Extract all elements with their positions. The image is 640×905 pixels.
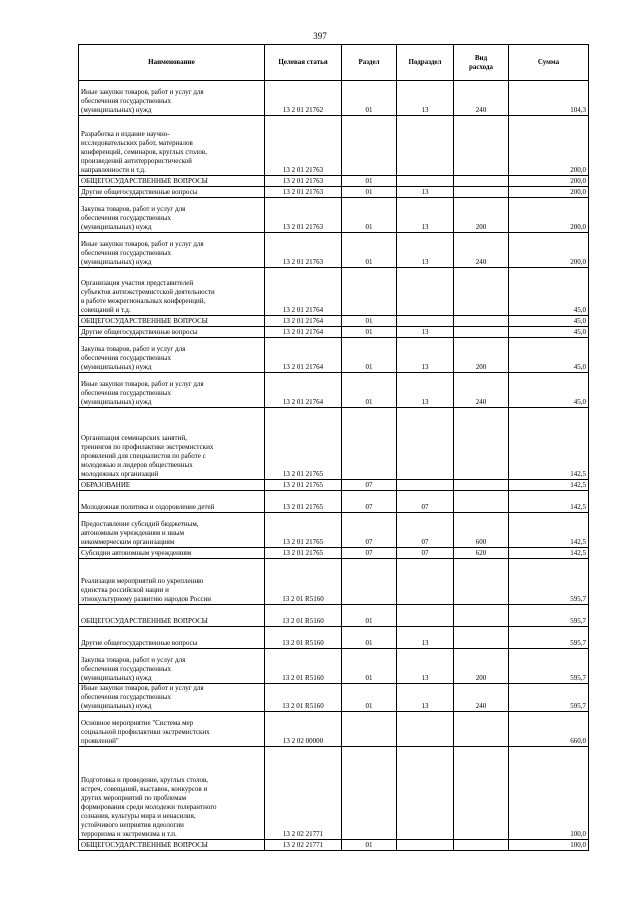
cell-subsection: 13 <box>397 684 454 712</box>
cell-subsection <box>397 116 454 176</box>
cell-subsection: 13 <box>397 627 454 649</box>
cell-sum: 142,5 <box>509 408 589 480</box>
cell-section: 01 <box>342 627 397 649</box>
cell-target: 13 2 01 21764 <box>265 338 342 373</box>
budget-table <box>78 44 589 851</box>
cell-subsection: 13 <box>397 327 454 338</box>
table-row <box>79 327 589 338</box>
cell-section: 01 <box>342 840 397 851</box>
header-section: Раздел <box>342 45 397 81</box>
table-row <box>79 81 589 116</box>
cell-subsection <box>397 268 454 316</box>
cell-expense <box>454 480 509 491</box>
cell-expense: 240 <box>454 684 509 712</box>
cell-sum: 200,0 <box>509 233 589 268</box>
cell-target: 13 2 01 21765 <box>265 491 342 513</box>
cell-expense: 200 <box>454 338 509 373</box>
cell-name: ОБРАЗОВАНИЕ <box>79 480 265 491</box>
cell-name: ОБЩЕГОСУДАРСТВЕННЫЕ ВОПРОСЫ <box>79 605 265 627</box>
cell-section <box>342 747 397 840</box>
cell-sum: 100,0 <box>509 747 589 840</box>
cell-expense <box>454 559 509 605</box>
cell-name: Предоставление субсидий бюджетным, автономным учреждениям и иным некоммерческим организациям <box>79 513 265 548</box>
cell-target: 13 2 01 21764 <box>265 327 342 338</box>
table-row <box>79 338 589 373</box>
cell-expense <box>454 327 509 338</box>
table-row <box>79 649 589 684</box>
table-row <box>79 198 589 233</box>
cell-name: Субсидии автономным учреждениям <box>79 548 265 559</box>
cell-name: Иные закупки товаров, работ и услуг для обеспечения государственных (муниципальных) нужд <box>79 373 265 408</box>
cell-expense <box>454 747 509 840</box>
cell-subsection <box>397 712 454 747</box>
cell-sum: 595,7 <box>509 559 589 605</box>
cell-target: 13 2 01 21764 <box>265 268 342 316</box>
cell-target: 13 2 01 21764 <box>265 373 342 408</box>
cell-sum: 142,5 <box>509 548 589 559</box>
cell-expense <box>454 605 509 627</box>
cell-subsection: 13 <box>397 187 454 198</box>
cell-sum: 595,7 <box>509 627 589 649</box>
table-row <box>79 684 589 712</box>
header-expense: Вид расхода <box>454 45 509 81</box>
cell-sum: 200,0 <box>509 116 589 176</box>
cell-section <box>342 268 397 316</box>
table-row <box>79 268 589 316</box>
cell-expense: 240 <box>454 373 509 408</box>
cell-expense <box>454 187 509 198</box>
cell-target: 13 2 01 21765 <box>265 548 342 559</box>
cell-name: Основное мероприятие "Система мер социальной профилактики экстремистских проявлений" <box>79 712 265 747</box>
table-row <box>79 840 589 851</box>
cell-section <box>342 408 397 480</box>
cell-section: 01 <box>342 316 397 327</box>
cell-sum: 660,0 <box>509 712 589 747</box>
cell-target: 13 2 01 21764 <box>265 316 342 327</box>
cell-expense <box>454 408 509 480</box>
cell-name: Молодежная политика и оздоровление детей <box>79 491 265 513</box>
cell-subsection <box>397 747 454 840</box>
cell-subsection <box>397 480 454 491</box>
cell-target: 13 2 01 R5160 <box>265 605 342 627</box>
cell-name: ОБЩЕГОСУДАРСТВЕННЫЕ ВОПРОСЫ <box>79 840 265 851</box>
cell-expense: 200 <box>454 649 509 684</box>
cell-sum: 142,5 <box>509 480 589 491</box>
cell-sum: 45,0 <box>509 373 589 408</box>
cell-subsection: 13 <box>397 373 454 408</box>
table-row <box>79 605 589 627</box>
cell-name: Другие общегосударственные вопросы <box>79 187 265 198</box>
cell-target: 13 2 01 R5160 <box>265 684 342 712</box>
cell-section: 01 <box>342 327 397 338</box>
cell-target: 13 2 01 21762 <box>265 81 342 116</box>
table-row <box>79 408 589 480</box>
cell-section: 07 <box>342 491 397 513</box>
cell-subsection: 13 <box>397 198 454 233</box>
cell-expense <box>454 316 509 327</box>
table-row <box>79 233 589 268</box>
cell-name: Организация семинарских занятий, тренингов по профилактике экстремистских проявлений для специалистов по работе с молодежью и лидеров общественных молодежных организаций <box>79 408 265 480</box>
cell-name: Подготовка и проведение, круглых столов, встреч, совещаний, выставок, конкурсов и других мероприятий по проблемам формирования среди молодежи толерантного сознания, культуры мира и ненасилия, устойчивого неприятия идеологии терроризма и экстремизма и т.п. <box>79 747 265 840</box>
cell-subsection: 07 <box>397 548 454 559</box>
cell-name: Другие общегосударственные вопросы <box>79 627 265 649</box>
header-sum: Сумма <box>509 45 589 81</box>
cell-sum: 45,0 <box>509 316 589 327</box>
cell-target: 13 2 02 00000 <box>265 712 342 747</box>
cell-subsection: 13 <box>397 81 454 116</box>
cell-expense: 240 <box>454 233 509 268</box>
cell-expense <box>454 712 509 747</box>
table-row <box>79 747 589 840</box>
cell-name: Иные закупки товаров, работ и услуг для обеспечения государственных (муниципальных) нужд <box>79 684 265 712</box>
table-row <box>79 187 589 198</box>
cell-subsection <box>397 176 454 187</box>
cell-section: 01 <box>342 198 397 233</box>
cell-target: 13 2 01 R5160 <box>265 559 342 605</box>
cell-subsection <box>397 840 454 851</box>
table-row <box>79 491 589 513</box>
cell-section: 01 <box>342 605 397 627</box>
cell-target: 13 2 01 R5160 <box>265 627 342 649</box>
cell-name: Разработка и издание научно- исследовательских работ, материалов конференций, семинаров, круглых столов, произведений антитеррористической направленности и т.д. <box>79 116 265 176</box>
cell-expense: 620 <box>454 548 509 559</box>
cell-expense: 240 <box>454 81 509 116</box>
cell-subsection: 07 <box>397 513 454 548</box>
cell-sum: 142,5 <box>509 513 589 548</box>
cell-name: Закупка товаров, работ и услуг для обеспечения государственных (муниципальных) нужд <box>79 649 265 684</box>
cell-expense <box>454 491 509 513</box>
cell-sum: 45,0 <box>509 268 589 316</box>
cell-name: Другие общегосударственные вопросы <box>79 327 265 338</box>
cell-section: 07 <box>342 480 397 491</box>
cell-subsection: 07 <box>397 491 454 513</box>
cell-expense <box>454 627 509 649</box>
table-row <box>79 176 589 187</box>
cell-target: 13 2 01 21763 <box>265 198 342 233</box>
table-row <box>79 513 589 548</box>
page-number: 397 <box>313 31 327 41</box>
cell-section: 01 <box>342 176 397 187</box>
cell-section: 07 <box>342 513 397 548</box>
cell-section: 01 <box>342 684 397 712</box>
cell-target: 13 2 01 21765 <box>265 513 342 548</box>
cell-name: Закупка товаров, работ и услуг для обеспечения государственных (муниципальных) нужд <box>79 338 265 373</box>
header-target: Целевая статья <box>265 45 342 81</box>
header-subsection: Подраздел <box>397 45 454 81</box>
cell-section: 01 <box>342 81 397 116</box>
cell-section <box>342 712 397 747</box>
cell-sum: 45,0 <box>509 338 589 373</box>
cell-sum: 200,0 <box>509 198 589 233</box>
cell-sum: 142,5 <box>509 491 589 513</box>
cell-sum: 45,0 <box>509 327 589 338</box>
cell-sum: 100,0 <box>509 840 589 851</box>
cell-name: Организация участия представителей субъектов антиэкстремистской деятельности в работе межрегиональных конференций, совещаний и т.д. <box>79 268 265 316</box>
table-row <box>79 548 589 559</box>
cell-sum: 595,7 <box>509 605 589 627</box>
cell-section: 01 <box>342 649 397 684</box>
cell-name: Реализация мероприятий по укреплению единства российской нации и этнокультурному развитию народов России <box>79 559 265 605</box>
cell-name: Иные закупки товаров, работ и услуг для обеспечения государственных (муниципальных) нужд <box>79 233 265 268</box>
table-row <box>79 316 589 327</box>
cell-target: 13 2 02 21771 <box>265 840 342 851</box>
table-row <box>79 116 589 176</box>
cell-name: Закупка товаров, работ и услуг для обеспечения государственных (муниципальных) нужд <box>79 198 265 233</box>
cell-target: 13 2 01 21763 <box>265 187 342 198</box>
cell-expense <box>454 268 509 316</box>
cell-section: 01 <box>342 233 397 268</box>
cell-section: 01 <box>342 187 397 198</box>
cell-sum: 200,0 <box>509 187 589 198</box>
cell-section <box>342 559 397 605</box>
cell-subsection <box>397 316 454 327</box>
cell-subsection: 13 <box>397 338 454 373</box>
cell-target: 13 2 02 21771 <box>265 747 342 840</box>
cell-target: 13 2 01 R5160 <box>265 649 342 684</box>
cell-sum: 104,3 <box>509 81 589 116</box>
table-row <box>79 373 589 408</box>
table-row <box>79 627 589 649</box>
cell-expense <box>454 116 509 176</box>
cell-name: ОБЩЕГОСУДАРСТВЕННЫЕ ВОПРОСЫ <box>79 176 265 187</box>
cell-sum: 595,7 <box>509 649 589 684</box>
cell-subsection <box>397 559 454 605</box>
cell-expense <box>454 840 509 851</box>
table-row <box>79 480 589 491</box>
cell-subsection: 13 <box>397 649 454 684</box>
table-header-row <box>79 45 589 81</box>
cell-subsection: 13 <box>397 233 454 268</box>
table-row <box>79 559 589 605</box>
cell-subsection <box>397 605 454 627</box>
cell-target: 13 2 01 21763 <box>265 176 342 187</box>
cell-section: 07 <box>342 548 397 559</box>
cell-section <box>342 116 397 176</box>
cell-expense <box>454 176 509 187</box>
cell-target: 13 2 01 21765 <box>265 408 342 480</box>
cell-section: 01 <box>342 373 397 408</box>
cell-expense: 600 <box>454 513 509 548</box>
cell-name: Иные закупки товаров, работ и услуг для обеспечения государственных (муниципальных) нужд <box>79 81 265 116</box>
cell-subsection <box>397 408 454 480</box>
header-name: Наименование <box>79 45 265 81</box>
cell-sum: 595,7 <box>509 684 589 712</box>
cell-target: 13 2 01 21763 <box>265 116 342 176</box>
cell-name: ОБЩЕГОСУДАРСТВЕННЫЕ ВОПРОСЫ <box>79 316 265 327</box>
cell-target: 13 2 01 21765 <box>265 480 342 491</box>
cell-sum: 200,0 <box>509 176 589 187</box>
cell-expense: 200 <box>454 198 509 233</box>
cell-target: 13 2 01 21763 <box>265 233 342 268</box>
table-row <box>79 712 589 747</box>
cell-section: 01 <box>342 338 397 373</box>
